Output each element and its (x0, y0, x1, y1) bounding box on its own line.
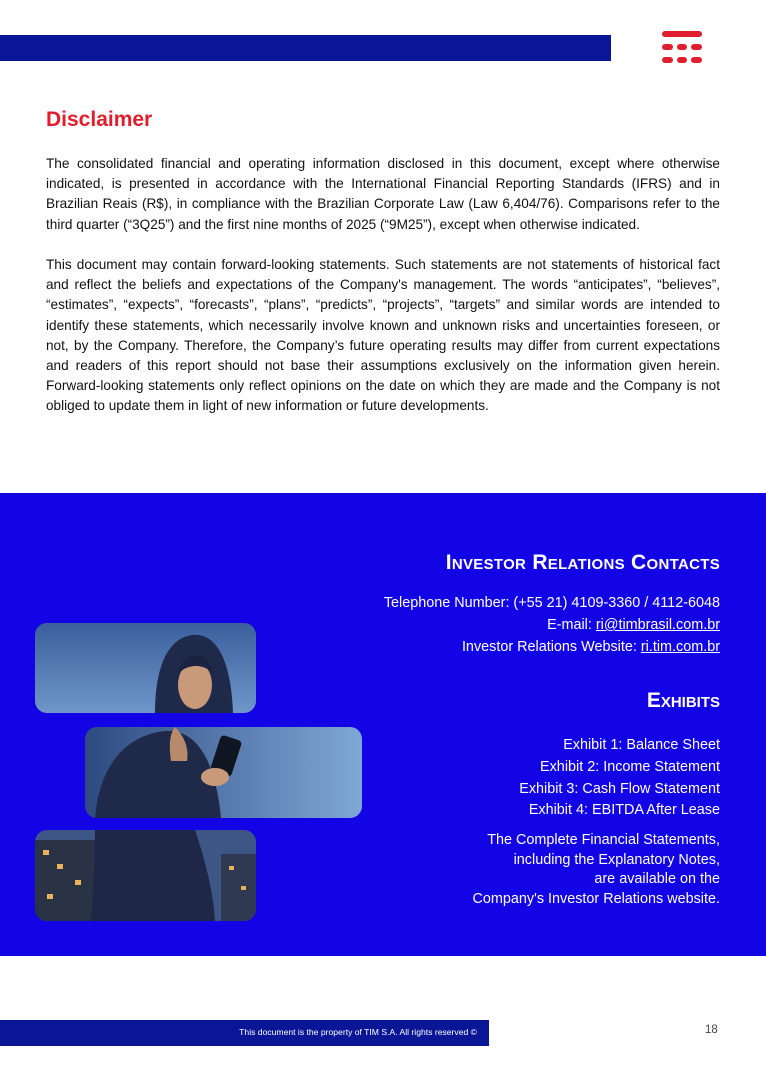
financial-statements-note (420, 831, 720, 909)
note-line: The Complete Financial Statements, (487, 832, 720, 848)
investor-relations-title: Investor Relations Contacts (445, 551, 720, 574)
exhibit-list (519, 735, 720, 822)
photo-strip-bottom (35, 830, 256, 921)
disclaimer-title: Disclaimer (46, 108, 153, 131)
header-bar (0, 35, 611, 61)
footer-bar (0, 1020, 489, 1046)
tim-logo (660, 30, 704, 66)
page-number: 18 (705, 1024, 718, 1036)
email-label: E-mail: (547, 617, 596, 633)
photo-strip-top (35, 623, 256, 713)
exhibit-item: Exhibit 3: Cash Flow Statement (519, 780, 720, 797)
exhibit-item: Exhibit 1: Balance Sheet (563, 737, 720, 753)
photo-strip-middle (85, 727, 362, 818)
website-link[interactable]: ri.tim.com.br (640, 639, 720, 655)
disclaimer-paragraph-2: This document may contain forward-looking statements. Such statements are not statements of historical fact and reflect the beliefs and expectations of the Company's management. The words “anticipates”, “believes”, “estimates”, “expects”, “forecasts”, “plans”, “predicts”, “projects”, “targets” and similar words are intended to identify these statements, which necessarily involve known and unknown risks and uncertainties foreseen, or not, by the Company. Therefore, the Company’s future operating results may differ from current expectations and readers of this report should not base their assumptions exclusively on the information given herein. Forward-looking statements only reflect opinions on the date on which they are made and the Company is not obliged to update them in light of new information or future developments. (46, 257, 720, 414)
investor-relations-panel (0, 493, 766, 956)
telephone-line: Telephone Number: (+55 21) 4109-3360 / 4112-6048 (383, 595, 720, 611)
website-label: Investor Relations Website: (461, 639, 641, 655)
disclaimer-paragraph-1: The consolidated financial and operating information disclosed in this document, except where otherwise indicated, is presented in accordance with the International Financial Reporting Standards (IFRS) and in Brazilian Reais (R$), in compliance with the Brazilian Corporate Law (Law 6,404/76). Comparisons refer to the third quarter (“3Q25”) and the first nine months of 2025 (“9M25”), except when otherwise indicated. (46, 156, 720, 232)
website-line (384, 636, 720, 658)
note-line: Company's Investor Relations website. (472, 890, 720, 907)
exhibit-item: Exhibit 4: EBITDA After Lease (528, 802, 720, 819)
email-link[interactable]: ri@timbrasil.com.br (595, 617, 720, 633)
contact-details (384, 592, 720, 658)
email-line (384, 614, 720, 636)
footer-notice: This document is the property of TIM S.A. All rights reserved © (239, 1027, 477, 1037)
exhibit-item: Exhibit 2: Income Statement (540, 758, 720, 775)
exhibits-title: Exhibits (646, 689, 720, 712)
note-line: including the Explanatory Notes, (513, 851, 720, 868)
note-line: are available on the (594, 871, 720, 888)
